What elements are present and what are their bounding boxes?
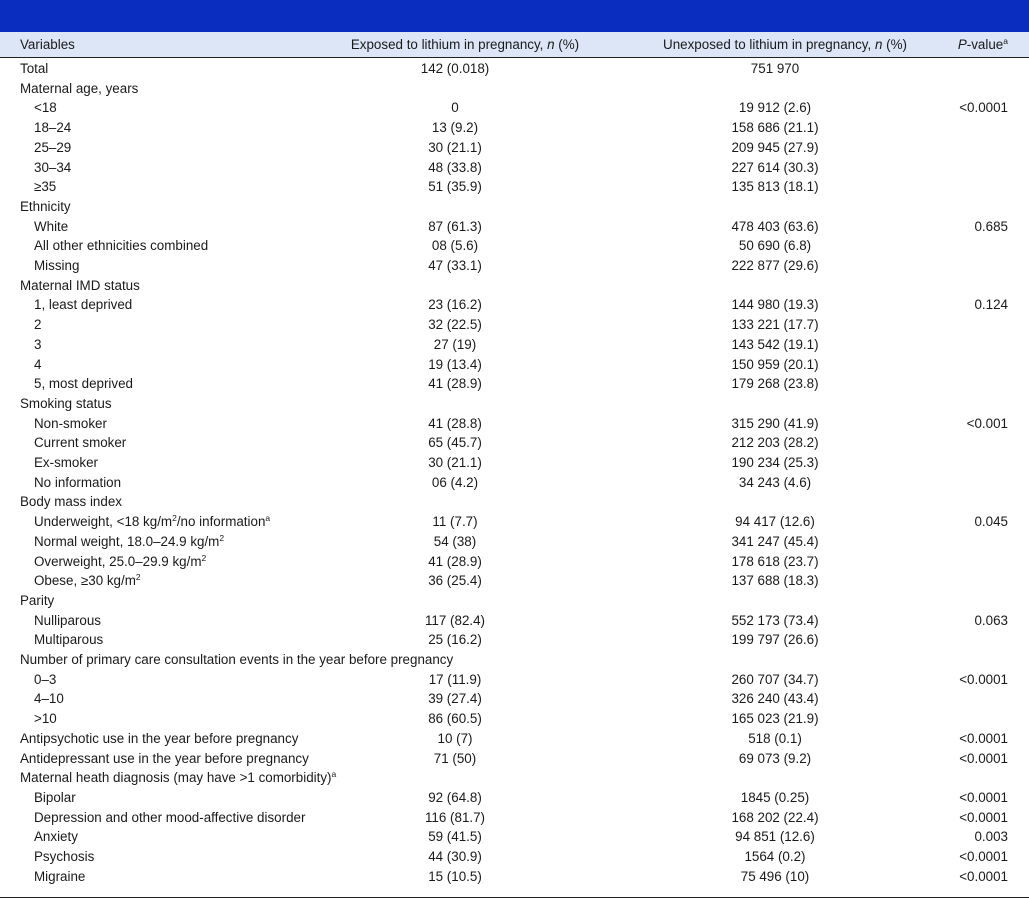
cell-exposed: 48 (33.8): [428, 159, 482, 175]
cell-p-value: <0.0001: [959, 868, 1008, 884]
row-label-text: 5, most deprived: [34, 376, 133, 392]
row-label-text: ≥35: [34, 179, 57, 195]
cell-unexposed: 751 970: [750, 61, 800, 76]
header-p-footnote: a: [1003, 36, 1008, 46]
cell-exposed: 13 (9.2): [431, 120, 479, 136]
cell-unexposed: 143 542 (19.1): [731, 336, 819, 352]
cell-p-value: <0.0001: [959, 809, 1008, 825]
cell-exposed: 44 (30.9): [428, 849, 482, 864]
row-label-text: Antidepressant use in the year before pregnancy: [20, 750, 309, 766]
cell-unexposed: 190 234 (25.3): [731, 455, 819, 470]
row-label: [34, 847, 94, 867]
row-label-text: Maternal age, years: [20, 80, 139, 96]
row-label-text: Ethnicity: [20, 198, 71, 214]
row-label-text: Current smoker: [34, 435, 127, 451]
row-label-superscript: 2: [135, 572, 141, 583]
cell-p-value: <0.0001: [959, 730, 1008, 746]
cell-p-value: <0.001: [966, 415, 1008, 431]
row-label: [20, 729, 298, 749]
row-label-superscript: 2: [172, 513, 177, 524]
row-label: [34, 473, 121, 493]
cell-unexposed: 478 403 (63.6): [731, 218, 819, 234]
row-label-text: >10: [34, 711, 57, 727]
row-label: [34, 552, 206, 572]
row-label: [34, 433, 126, 453]
row-label-text: Body mass index: [20, 494, 122, 510]
cell-unexposed: 315 290 (41.9): [731, 415, 819, 431]
cell-exposed: 54 (38): [433, 533, 477, 549]
cell-unexposed: 212 203 (28.2): [731, 435, 819, 451]
cell-exposed: 06 (4.2): [431, 474, 479, 490]
row-label: [20, 749, 309, 769]
row-label-footnote: a: [265, 513, 271, 524]
cell-unexposed: 222 877 (29.6): [731, 258, 819, 273]
row-label: [34, 295, 132, 315]
row-label: [34, 335, 41, 355]
header-p-letter: P: [957, 37, 967, 52]
cell-exposed: 15 (10.5): [428, 868, 482, 884]
row-label-text: 2: [34, 317, 42, 333]
row-label-text: Missing: [34, 258, 80, 273]
cell-exposed: 19 (13.4): [428, 356, 482, 372]
row-label-text: Multiparous: [34, 632, 104, 648]
cell-p-value: 0.685: [974, 218, 1008, 234]
cell-unexposed: 135 813 (18.1): [731, 179, 819, 195]
row-label-text: Smoking status: [20, 395, 112, 411]
row-label-superscript: 2: [219, 532, 225, 543]
cell-exposed: 30 (21.1): [428, 139, 482, 155]
row-label: [34, 709, 57, 729]
row-label-text: Anxiety: [34, 829, 78, 845]
cell-unexposed: 341 247 (45.4): [731, 533, 819, 549]
row-label-text: <18: [34, 100, 57, 116]
table-title-bar: [0, 0, 1029, 32]
cell-unexposed: 326 240 (43.4): [731, 691, 819, 707]
header-unexposed-n: n: [874, 37, 883, 52]
row-label: [34, 630, 103, 650]
row-label-text: Depression and other mood-affective disorder: [34, 809, 306, 825]
cell-p-value: <0.0001: [959, 750, 1008, 766]
cell-unexposed: 199 797 (26.6): [731, 632, 819, 648]
row-label: [34, 374, 133, 394]
row-label-text: 3: [34, 336, 42, 352]
row-label-text: Bipolar: [34, 789, 76, 805]
header-variables: Variables: [20, 37, 75, 52]
row-label: [20, 492, 122, 512]
cell-unexposed: 50 690 (6.8): [738, 238, 812, 254]
header-unexposed-pct: (%): [882, 37, 907, 52]
row-label-text: 0–3: [34, 671, 57, 687]
cell-exposed: 116 (81.7): [424, 809, 486, 825]
row-label-footnote: a: [331, 769, 337, 780]
row-label: [34, 118, 71, 138]
row-label-text: No information: [34, 474, 122, 490]
row-label: [20, 276, 140, 296]
header-p-value: [900, 32, 1008, 57]
cell-unexposed: 168 202 (22.4): [731, 809, 819, 825]
cell-exposed: 36 (25.4): [428, 573, 482, 589]
cell-exposed: 71 (50): [433, 750, 477, 766]
cell-exposed: 32 (22.5): [428, 317, 482, 333]
cell-unexposed: 227 614 (30.3): [731, 159, 819, 175]
row-label-suffix: /no information: [176, 514, 266, 530]
row-label-text: Obese, ≥30 kg/m: [34, 573, 136, 589]
row-label-text: Non-smoker: [34, 415, 107, 431]
row-label: [34, 611, 101, 631]
cell-unexposed: 165 023 (21.9): [731, 711, 819, 727]
cell-p-value: <0.0001: [959, 671, 1008, 687]
row-label: [34, 867, 85, 887]
cell-unexposed: 518 (0.1): [748, 730, 802, 746]
row-label: [34, 236, 208, 256]
cell-unexposed: 552 173 (73.4): [731, 612, 819, 628]
row-label: [34, 788, 76, 808]
cell-unexposed: 150 959 (20.1): [731, 356, 819, 372]
cell-unexposed: 34 243 (4.6): [738, 474, 812, 490]
row-label-text: Ex-smoker: [34, 455, 98, 470]
row-label: [34, 512, 270, 532]
row-label-text: Nulliparous: [34, 612, 101, 628]
header-exposed: [310, 32, 620, 57]
cell-exposed: 47 (33.1): [428, 258, 482, 273]
row-label-text: Psychosis: [34, 849, 95, 864]
cell-exposed: 92 (64.8): [428, 789, 482, 805]
cell-unexposed: 179 268 (23.8): [731, 376, 819, 392]
cell-exposed: 08 (5.6): [431, 238, 479, 254]
cell-exposed: 87 (61.3): [428, 218, 482, 234]
cell-exposed: 41 (28.8): [428, 415, 482, 431]
row-label: [34, 315, 41, 335]
row-label: [34, 808, 305, 828]
cell-exposed: 11 (7.7): [432, 514, 478, 530]
row-label-text: 25–29: [34, 139, 72, 155]
row-label: [20, 197, 71, 217]
row-label: [20, 650, 453, 670]
cell-exposed: 117 (82.4): [424, 612, 486, 628]
cell-unexposed: 75 496 (10): [740, 868, 810, 884]
row-label-text: Overweight, 25.0–29.9 kg/m: [34, 553, 202, 569]
row-label: [34, 98, 57, 118]
cell-p-value: 0.124: [974, 297, 1008, 313]
header-exposed-text: Exposed to lithium in pregnancy,: [350, 37, 548, 52]
row-label: [34, 571, 141, 591]
row-label-text: Parity: [20, 592, 55, 608]
row-label-text: Total: [20, 61, 49, 76]
cell-unexposed: 209 945 (27.9): [731, 139, 819, 155]
row-label-text: Maternal heath diagnosis (may have >1 comorbidity): [20, 770, 332, 786]
row-label: [20, 79, 138, 99]
row-label: [34, 138, 71, 158]
cell-p-value: 0.045: [974, 514, 1008, 530]
cell-unexposed: 260 707 (34.7): [731, 671, 819, 687]
header-exposed-n: n: [547, 37, 555, 52]
row-label: [20, 768, 336, 788]
cell-p-value: <0.0001: [959, 100, 1008, 116]
cell-unexposed: 133 221 (17.7): [731, 317, 819, 333]
cell-exposed: 23 (16.2): [428, 297, 482, 313]
cell-unexposed: 178 618 (23.7): [731, 553, 819, 569]
row-label-text: Number of primary care consultation events in the year before pregnancy: [20, 652, 454, 667]
cell-unexposed: 94 417 (12.6): [735, 514, 815, 530]
cell-exposed: 17 (11.9): [428, 671, 482, 687]
row-label-text: Normal weight, 18.0–24.9 kg/m: [34, 533, 220, 549]
cell-p-value: <0.0001: [959, 789, 1008, 805]
row-label: [34, 177, 56, 197]
row-label: [34, 670, 56, 690]
header-unexposed-text: Unexposed to lithium in pregnancy,: [663, 37, 875, 52]
cell-unexposed: 94 851 (12.6): [735, 829, 815, 845]
cell-p-value: 0.063: [974, 612, 1008, 628]
row-label: [34, 689, 64, 709]
cell-unexposed: 19 912 (2.6): [738, 100, 812, 116]
row-label: [34, 453, 98, 473]
row-label: [34, 158, 71, 178]
row-label: [20, 591, 54, 611]
cell-exposed: 86 (60.5): [428, 711, 482, 727]
row-label: [20, 59, 48, 79]
cell-unexposed: 1564 (0.2): [744, 849, 806, 864]
row-label-text: 30–34: [34, 159, 72, 175]
cell-exposed: 41 (28.9): [428, 376, 482, 392]
cell-unexposed: 1845 (0.25): [740, 789, 810, 805]
row-label-text: Maternal IMD status: [20, 277, 140, 293]
row-label: [34, 355, 41, 375]
row-label-text: Underweight, <18 kg/m: [34, 514, 173, 530]
table-bottom-rule: [0, 897, 1029, 898]
row-label: [34, 256, 79, 276]
header-unexposed: [630, 32, 940, 57]
header-p-text: -value: [966, 37, 1004, 52]
header-exposed-pct: (%): [554, 37, 580, 52]
row-label-text: 4–10: [34, 691, 64, 707]
cell-exposed: 0: [451, 100, 459, 116]
row-label: [34, 532, 224, 552]
row-label-text: Antipsychotic use in the year before pregnancy: [20, 730, 299, 746]
row-label-text: 4: [34, 356, 42, 372]
cell-unexposed: 137 688 (18.3): [731, 573, 819, 589]
row-label: [34, 827, 78, 847]
cell-p-value: 0.003: [974, 829, 1008, 845]
cell-exposed: 65 (45.7): [428, 435, 482, 451]
cell-exposed: 30 (21.1): [428, 455, 482, 470]
row-label-text: White: [34, 218, 69, 234]
row-label: [34, 414, 107, 434]
row-label: [34, 217, 68, 237]
cell-exposed: 10 (7): [437, 730, 473, 746]
row-label: [20, 394, 112, 414]
cell-exposed: 59 (41.5): [428, 829, 482, 845]
cell-exposed: 142 (0.018): [420, 61, 490, 76]
row-label-superscript: 2: [201, 552, 207, 563]
cell-unexposed: 158 686 (21.1): [731, 120, 819, 136]
cell-unexposed: 69 073 (9.2): [738, 750, 812, 766]
cell-exposed: 39 (27.4): [428, 691, 482, 707]
cell-unexposed: 144 980 (19.3): [731, 297, 819, 313]
cell-p-value: <0.0001: [959, 849, 1008, 864]
cell-exposed: 41 (28.9): [428, 553, 482, 569]
row-label-text: 18–24: [34, 120, 72, 136]
cell-exposed: 27 (19): [433, 336, 477, 352]
cell-exposed: 51 (35.9): [428, 179, 482, 195]
row-label-text: All other ethnicities combined: [34, 238, 209, 254]
row-label-text: Migraine: [34, 868, 86, 884]
row-label-text: 1, least deprived: [34, 297, 133, 313]
cell-exposed: 25 (16.2): [428, 632, 482, 648]
